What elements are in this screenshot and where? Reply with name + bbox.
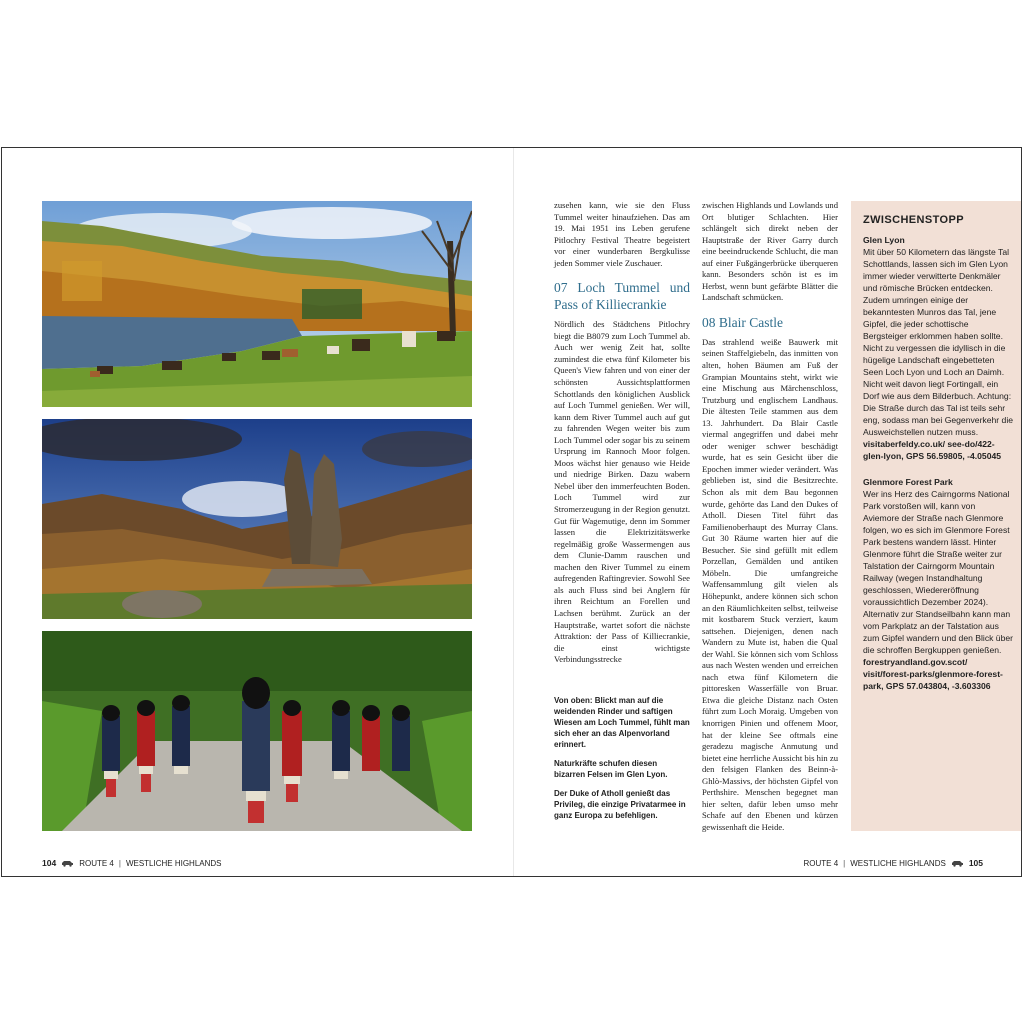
- footer-right: [803, 858, 983, 868]
- photo-loch-tummel: [42, 201, 472, 407]
- page-number-left: 104: [42, 858, 57, 868]
- glen-lyon-title: Glen Lyon: [863, 235, 905, 245]
- caption-2: Naturkräfte schufen diesen bizarren Felsen im Glen Lyon.: [554, 759, 668, 779]
- glenmore-body: Wer ins Herz des Cairngorms National Park vorstoßen will, kann von Aviemore der Straße nach Glenmore folgen, wo es sich im Glenmore Forest Park bestens wandern lässt. Hinter Glenmore führt die Straße weiter zur Talstation der Cairngorm Mountain Railway (wegen Instandhaltung geschlossen, Wiedereröffnung voraussichtlich Dezember 2024). Alternativ zur Standseilbahn kann man vom Parkplatz an der Talstation aus zum Gipfel wandern und den Blick über die schroffen Bergkuppen genießen.: [863, 489, 1013, 655]
- heading-blair-castle: 08 Blair Castle: [702, 314, 783, 330]
- book-spread: [1, 147, 1022, 877]
- glenmore-link[interactable]: forestryandland.gov.scot/ visit/forest-parks/glenmore-forest-park, GPS 57.043804, -3.603306: [863, 657, 1003, 691]
- glen-lyon-link[interactable]: visitaberfeldy.co.uk/ see-do/422-glen-lyon, GPS 56.59805, -4.05045: [863, 439, 1002, 461]
- photo-glen-lyon-rock: [42, 419, 472, 619]
- col1-body: Nördlich des Städtchens Pitlochry biegt die B8079 zum Loch Tummel ab. Auch wer wenig Zeit hat, sollte zumindest die etwa fünf Kilometer bis Queen's View fahren und von einer der schönsten Aussichtsplattformen Schottlands den königlichen Ausblick auf Loch Tummel genießen. Wer will, kann dem River Tummel auch auf gut zu fahrenden Wegen weiter bis zum Loch Tummel oder sogar bis zu seinem Ursprung im Rannoch Moor folgen. Moos wächst hier genauso wie Heide und niedrige Birken. Dazu wabern Nebel über den immerfeuchten Boden. Loch Tummel wird zur Stromerzeugung in der Region genutzt. Gut für Wagemutige, denn im Sommer lassen die Elektrizitätswerke regelmäßig große Wassermengen aus dem Clunie-Damm rauschen und machen den River Tummel zu einem aufregenden Raftingrevier. Sowohl See als auch Fluss sind bei Anglern für ihren Reichtum an Forellen und Lachsen berühmt. Zurück an der Hauptstraße, wartet sofort die nächste Attraktion: der Pass of Killiecrankie, die einst wichtigste Verbindungsstrecke: [554, 319, 690, 665]
- page-number-right: 105: [968, 858, 983, 868]
- section-label-left: WESTLICHE HIGHLANDS: [125, 858, 222, 868]
- heading-loch-tummel: 07 Loch Tummel und Pass of Killiecrankie: [554, 280, 690, 313]
- glen-lyon-body: Mit über 50 Kilometern das längste Tal Schottlands, lassen sich im Glen Lyon immer wieder verwitterte Denkmäler und römische Brücken entdecken. Zudem umringen einige der bekanntesten Munros das Tal, jene Gipfel, die jeder schottische Bergsteiger erklommen haben sollte. Nicht zu vergessen die idyllisch in die hügelige Landschaft eingebetteten Seen Loch Lyon und Loch an Daimh. Nicht weit davon liegt Fortingall, ein Dorf wie aus dem Bilderbuch. Achtung: Die Straße durch das Tal ist teils sehr eng, sodass man bei Gegenverkehr die Ausweichstellen nutzen muss.: [863, 247, 1014, 437]
- text-column-2: [702, 200, 838, 833]
- col2-intro: zwischen Highlands und Lowlands und Ort blutiger Schlachten. Hier schlängelt sich direkt neben der Hauptstraße der River Garry durch eine beeindruckende Schlucht, die man auf einer Fußgängerbrücke überqueren kann. Besonders schön ist es im Herbst, wenn bunt gefärbte Blätter die Landschaft schmücken.: [702, 200, 838, 303]
- route-label-left: ROUTE 4: [79, 858, 114, 868]
- caption-1: Von oben: Blickt man auf die weidenden Rinder und saftigen Wiesen am Loch Tummel, fühlt man sich eher an das Alpenvorland erinnert.: [554, 696, 690, 749]
- footer-separator-left: |: [118, 858, 121, 868]
- zwischenstopp-box: [851, 201, 1022, 831]
- route-label-right: ROUTE 4: [803, 858, 839, 868]
- page-gutter: [513, 148, 514, 876]
- col1-intro: zusehen kann, wie sie den Fluss Tummel weiter hinaufziehen. Das am 19. Mai 1951 ins Leben gerufene Pitlochry Festival Theatre begeistert vor einer wunderbaren Bergkulisse jeden Sommer viele Zuschauer.: [554, 200, 690, 268]
- car-icon: [61, 860, 74, 867]
- car-icon: [951, 860, 964, 867]
- box-title: ZWISCHENSTOPP: [863, 214, 964, 226]
- text-column-1: [554, 200, 690, 666]
- footer-left: [42, 858, 222, 868]
- col2-body: Das strahlend weiße Bauwerk mit seinen Staffelgiebeln, das inmitten von alten, hohen Bäumen am Fuß der Grampian Mountains steht, wirkt wie eine Mischung aus Märchenschloss, Trutzburg und englischem Landhaus. Die ältesten Teile stammen aus dem 13. Jahrhundert. Da Blair Castle viermal angegriffen und dabei mehr oder weniger schwer beschädigt wurde, hat es sein Gesicht über die Epochen immer wieder verändert. Was geblieben ist, sind die Besitzrechte. Schon als mit dem Bau begonnen wurde, gehörte das Land den Dukes of Atholl. Diesen Titel führt das Familienoberhaupt des Murray Clans. Gut 30 Räume warten hier auf die Besucher. Sie sind gefüllt mit edlem Porzellan, Gemälden und antiken Möbeln. Die umfangreiche Waffensammlung gilt vielen als Höhepunkt, andere können sich schon an den Räumlichkeiten selbst, teilweise mit kostbarem Stuck verziert, kaum sattsehen. Diejenigen, denen nach Wandern zu Mute ist, haben die Qual der Wahl. Sie können sich vom Schloss aus nach Westen wenden und erreichen nach etwa fünf Kilometern die pittoresken Wasserfälle von Bruar. Etwa die gleiche Distanz nach Osten führt zum Loch Moraig. Umgeben von knorrigen Pinien und offenem Moor, hat der kleine See oftmals eine geradezu magische Anmutung und bietet eine herrliche Aussicht bis hin zu den felsigen Flanken des Beinn-à-Ghlò-Massivs, der höchsten Gipfel von Perthshire. Menschen begegnet man hier selten, dafür leben umso mehr Schafe auf den Ebenen und kürzen gewissenhaft die Heide.: [702, 336, 838, 832]
- footer-separator-right: |: [843, 858, 846, 868]
- glenmore-title: Glenmore Forest Park: [863, 477, 953, 487]
- photo-captions: [554, 695, 690, 829]
- photo-atholl-highlanders: [42, 631, 472, 831]
- caption-3: Der Duke of Atholl genießt das Privileg, die einzige Privatarmee in ganz Europa zu befehligen.: [554, 789, 686, 820]
- section-label-right: WESTLICHE HIGHLANDS: [850, 858, 946, 868]
